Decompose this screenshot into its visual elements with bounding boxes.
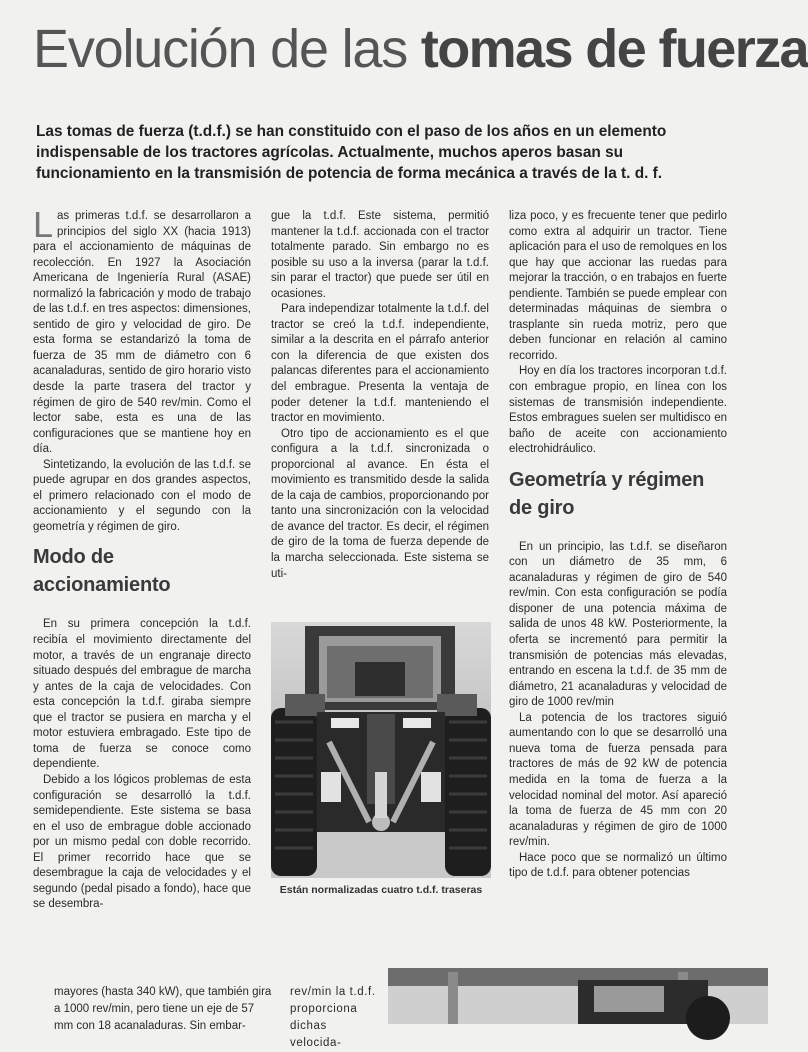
paragraph: La potencia de los tractores siguió aumentando con lo que se desarrolló una nueva toma de fuerza pensada para tractores de más de 92 kW de potencia medida en la toma de fuerza a la velocidad nominal del motor. Así apareció la toma de fuerza de 45 mm con 20 acanaladuras y régimen de giro de 1000 rev/min. bbox=[509, 711, 727, 849]
tractor-rear-photo bbox=[271, 622, 491, 878]
section-heading-modo: Modo de accionamiento bbox=[33, 546, 171, 597]
photo-caption: Están normalizadas cuatro t.d.f. traseras bbox=[279, 884, 483, 896]
paragraph: Hoy en día los tractores incorporan t.d.f. con embrague propio, en línea con los sistemas de transmisión independiente. Estos embragues suelen ser multidisco en baño de aceite con accionamiento electrohidráulico. bbox=[509, 365, 727, 456]
tractor-field-photo bbox=[388, 968, 768, 1024]
paragraph-text: as primeras t.d.f. se desarrollaron a principios del siglo XX (hacia 1913) para el accionamiento de máquinas de recolección. En 1927 la Asociación Americana de Ingeniería Rural (ASAE) normalizó la fabricación y modo de trabajo de las t.d.f. en tres aspectos: dimensiones, sentido de giro y velocidad de giro. De esta forma se estandarizó la toma de fuerza de 35 mm de diámetro con 6 acanaladuras, sentido de giro horario visto desde la parte trasera del tractor y régimen de giro de 540 rev/min. Como el lector sabe, esta es una de las configuraciones que se mantiene hoy en día. bbox=[33, 210, 251, 456]
next-page-column-1: mayores (hasta 340 kW), que también gira a 1000 rev/min, pero tiene un eje de 57 mm con 18 acanaladuras. Sin embar- bbox=[54, 986, 272, 1032]
lead-paragraph: Las tomas de fuerza (t.d.f.) se han constituido con el paso de los años en un elemento indispensable de los tractores agrícolas. Actualmente, muchos aperos basan su funcionamiento en la transmisión de potencia de forma mecánica a través de la t. d. f. bbox=[36, 123, 667, 182]
title-light-part: Evolución de las bbox=[33, 19, 408, 79]
paragraph bbox=[33, 204, 251, 458]
section-heading-geometria: Geometría y régimen de giro bbox=[509, 468, 705, 519]
title-bold-part: tomas de fuerza bbox=[420, 19, 808, 79]
column-3 bbox=[509, 209, 727, 882]
next-page-column-2: rev/min la t.d.f. proporciona dichas velocida- bbox=[290, 986, 376, 1049]
column-1 bbox=[33, 204, 251, 913]
paragraph: gue la t.d.f. Este sistema, permitió mantener la t.d.f. accionada con el tractor totalmente parado. Sin embargo no es posible su uso a la inversa (parar la t.d.f. sin parar el tractor) que puede ser útil en ocasiones. bbox=[271, 210, 489, 300]
paragraph: Debido a los lógicos problemas de esta configuración se desarrolló la t.d.f. semidependiente. Este sistema se basa en el uso de embrague doble accionado por un mismo pedal con doble recorrido. El primer recorrido hace que se desembrague la caja de velocidades y el segundo (pedal pisado a fondo), hace que se desembra- bbox=[33, 773, 251, 911]
article-title bbox=[33, 18, 808, 80]
paragraph: En su primera concepción la t.d.f. recibía el movimiento directamente del motor, a través de un engranaje directo situado después del embrague de marcha y antes de la caja de velocidades. Con esta concepción la t.d.f. giraba siempre que el tractor se pusiera en marcha y el motor estuviera embragado. Este tipo de toma de fuerza se conoce como dependiente. bbox=[33, 618, 251, 771]
drop-cap: L bbox=[33, 204, 54, 245]
paragraph: liza poco, y es frecuente tener que pedirlo como extra al adquirir un tractor. Tiene aplicación para el uso de remolques en los que hay que accionar las ruedas para mejorar la tracción, o en trabajos en fuerte pendiente. También se puede emplear con determinadas máquinas de siembra o trasplante sin rueda motriz, pero que deben funcionar en relación al camino recorrido. bbox=[509, 210, 727, 362]
paragraph: Otro tipo de accionamiento es el que configura a la t.d.f. sincronizada o proporcional al avance. En ésta el movimiento es transmitido desde la salida de la caja de cambios, proporcionando por tanto una sincronización con la velocidad de avance del tractor. Es decir, el régimen de giro de la toma de fuerza depende de la marcha seleccionada. Este sistema se uti- bbox=[271, 427, 489, 580]
paragraph: En un principio, las t.d.f. se diseñaron con un diámetro de 35 mm, 6 acanaladuras y régimen de giro de 540 rev/min. Con esta configuración se podía disponer de una potencia máxima de salida de unos 48 kW. Posteriormente, la oferta se incrementó para permitir la transmisión de potencias más elevadas, entrando en escena la t.d.f. de 35 mm de diámetro, 21 acanaladuras y velocidad de giro de 1000 rev/min bbox=[509, 540, 727, 709]
column-2 bbox=[271, 209, 489, 582]
paragraph: Hace poco que se normalizó un último tipo de t.d.f. para obtener potencias bbox=[509, 851, 727, 880]
paragraph: Para independizar totalmente la t.d.f. del tractor se creó la t.d.f. independiente, similar a la descrita en el párrafo anterior con la diferencia de que existen dos palancas diferentes para el accionamiento del embrague. Presenta la ventaja de poder detener la t.d.f. manteniendo el tractor en movimiento. bbox=[271, 303, 489, 425]
paragraph: Sintetizando, la evolución de las t.d.f. se puede agrupar en dos grandes aspectos, el primero relacionado con el modo de accionamiento y el segundo con la geometría y régimen de giro. bbox=[33, 458, 251, 533]
